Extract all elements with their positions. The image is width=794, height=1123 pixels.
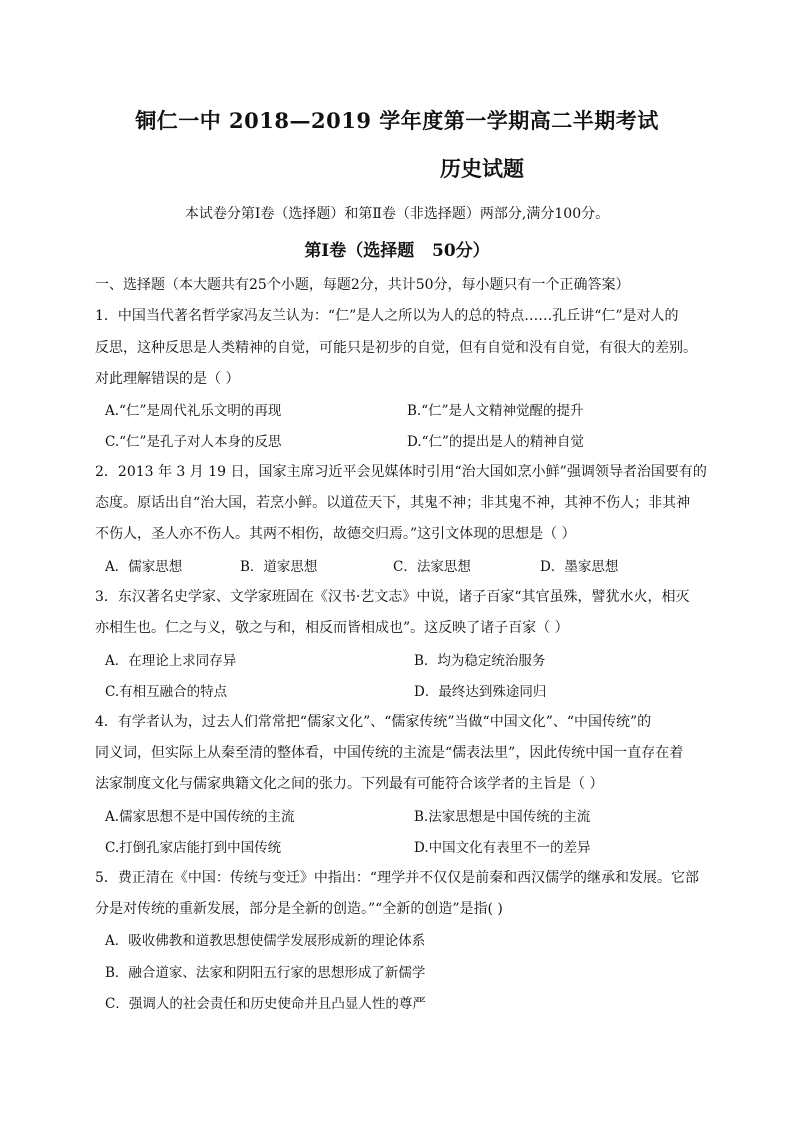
subject-title: 历史试题 (440, 156, 524, 181)
option-b: B．道家思想 (240, 559, 318, 575)
question-line: 反思，这种反思是人类精神的自觉，可能只是初步的自觉，但有自觉和没有自觉，有很大的差别。 (95, 340, 697, 356)
option-d: D．最终达到殊途同归 (414, 684, 547, 700)
question-line: 分是对传统的重新发展，部分是全新的创造。”“全新的创造”是指( ) (95, 901, 503, 917)
option-c: C.打倒孔家店能打到中国传统 (105, 840, 282, 856)
question-line: 3．东汉著名史学家、文学家班固在《汉书·艺文志》中说，诸子百家“其官虽殊，譬犹水火，相灭 (95, 589, 690, 605)
question-line: 同义词，但实际上从秦至清的整体看，中国传统的主流是“儒表法里”，因此传统中国一直存在着 (95, 745, 684, 761)
question-line: 不伤人，圣人亦不伤人。其两不相伤，故德交归焉。”这引文体现的思想是（ ） (95, 526, 576, 542)
exam-intro: 本试卷分第Ⅰ卷（选择题）和第Ⅱ卷（非选择题）两部分,满分100分。 (184, 206, 610, 222)
option-c: C．强调人的社会责任和历史使命并且凸显人性的尊严 (105, 996, 426, 1012)
option-c: C.“仁”是孔子对人本身的反思 (105, 434, 282, 450)
option-c: C．法家思想 (393, 559, 471, 575)
question-line: 态度。原话出自“治大国，若烹小鲜。以道莅天下，其鬼不神；非其鬼不神，其神不伤人；非其神 (95, 495, 691, 511)
option-d: D.“仁”的提出是人的精神自觉 (407, 434, 584, 450)
question-line: 亦相生也。仁之与义，敬之与和，相反而皆相成也”。这反映了诸子百家（ ） (95, 620, 569, 636)
question-line: 1．中国当代著名哲学家冯友兰认为：“仁”是人之所以为人的总的特点……孔丘讲“仁”是对人的 (95, 308, 679, 324)
exam-title: 铜仁一中 2018—2019 学年度第一学期高二半期考试 (135, 108, 659, 133)
option-c: C.有相互融合的特点 (105, 684, 228, 700)
question-line: 对此理解错误的是（ ） (95, 371, 240, 387)
option-a: A.儒家思想不是中国传统的主流 (105, 809, 295, 825)
option-d: D．墨家思想 (540, 559, 619, 575)
section-instruction: 一、选择题（本大题共有25个小题，每题2分，共计50分，每小题只有一个正确答案） (95, 277, 630, 293)
option-a: A．儒家思想 (105, 559, 183, 575)
option-b: B．融合道家、法家和阴阳五行家的思想形成了新儒学 (105, 965, 426, 981)
option-d: D.中国文化有表里不一的差异 (414, 840, 591, 856)
option-a: A.“仁”是周代礼乐文明的再现 (105, 403, 282, 419)
question-line: 法家制度文化与儒家典籍文化之间的张力。下列最有可能符合该学者的主旨是（ ） (95, 776, 604, 792)
option-a: A．吸收佛教和道教思想使儒学发展形成新的理论体系 (105, 933, 426, 949)
part-one-heading: 第Ⅰ卷（选择题 50分） (304, 241, 490, 261)
option-b: B.“仁”是人文精神觉醒的提升 (407, 403, 584, 419)
option-b: B.法家思想是中国传统的主流 (414, 809, 591, 825)
option-b: B．均为稳定统治服务 (414, 653, 546, 669)
question-line: 2．2013 年 3 月 19 日，国家主席习近平会见媒体时引用“治大国如烹小鲜”强调领导者治国要有的 (95, 464, 707, 480)
question-line: 4．有学者认为，过去人们常常把“儒家文化”、“儒家传统”当做“中国文化”、“中国传统”的 (95, 714, 652, 730)
question-line: 5．费正清在《中国：传统与变迁》中指出：“理学并不仅仅是前秦和西汉儒学的继承和发展。它部 (95, 870, 700, 886)
option-a: A．在理论上求同存异 (105, 653, 237, 669)
